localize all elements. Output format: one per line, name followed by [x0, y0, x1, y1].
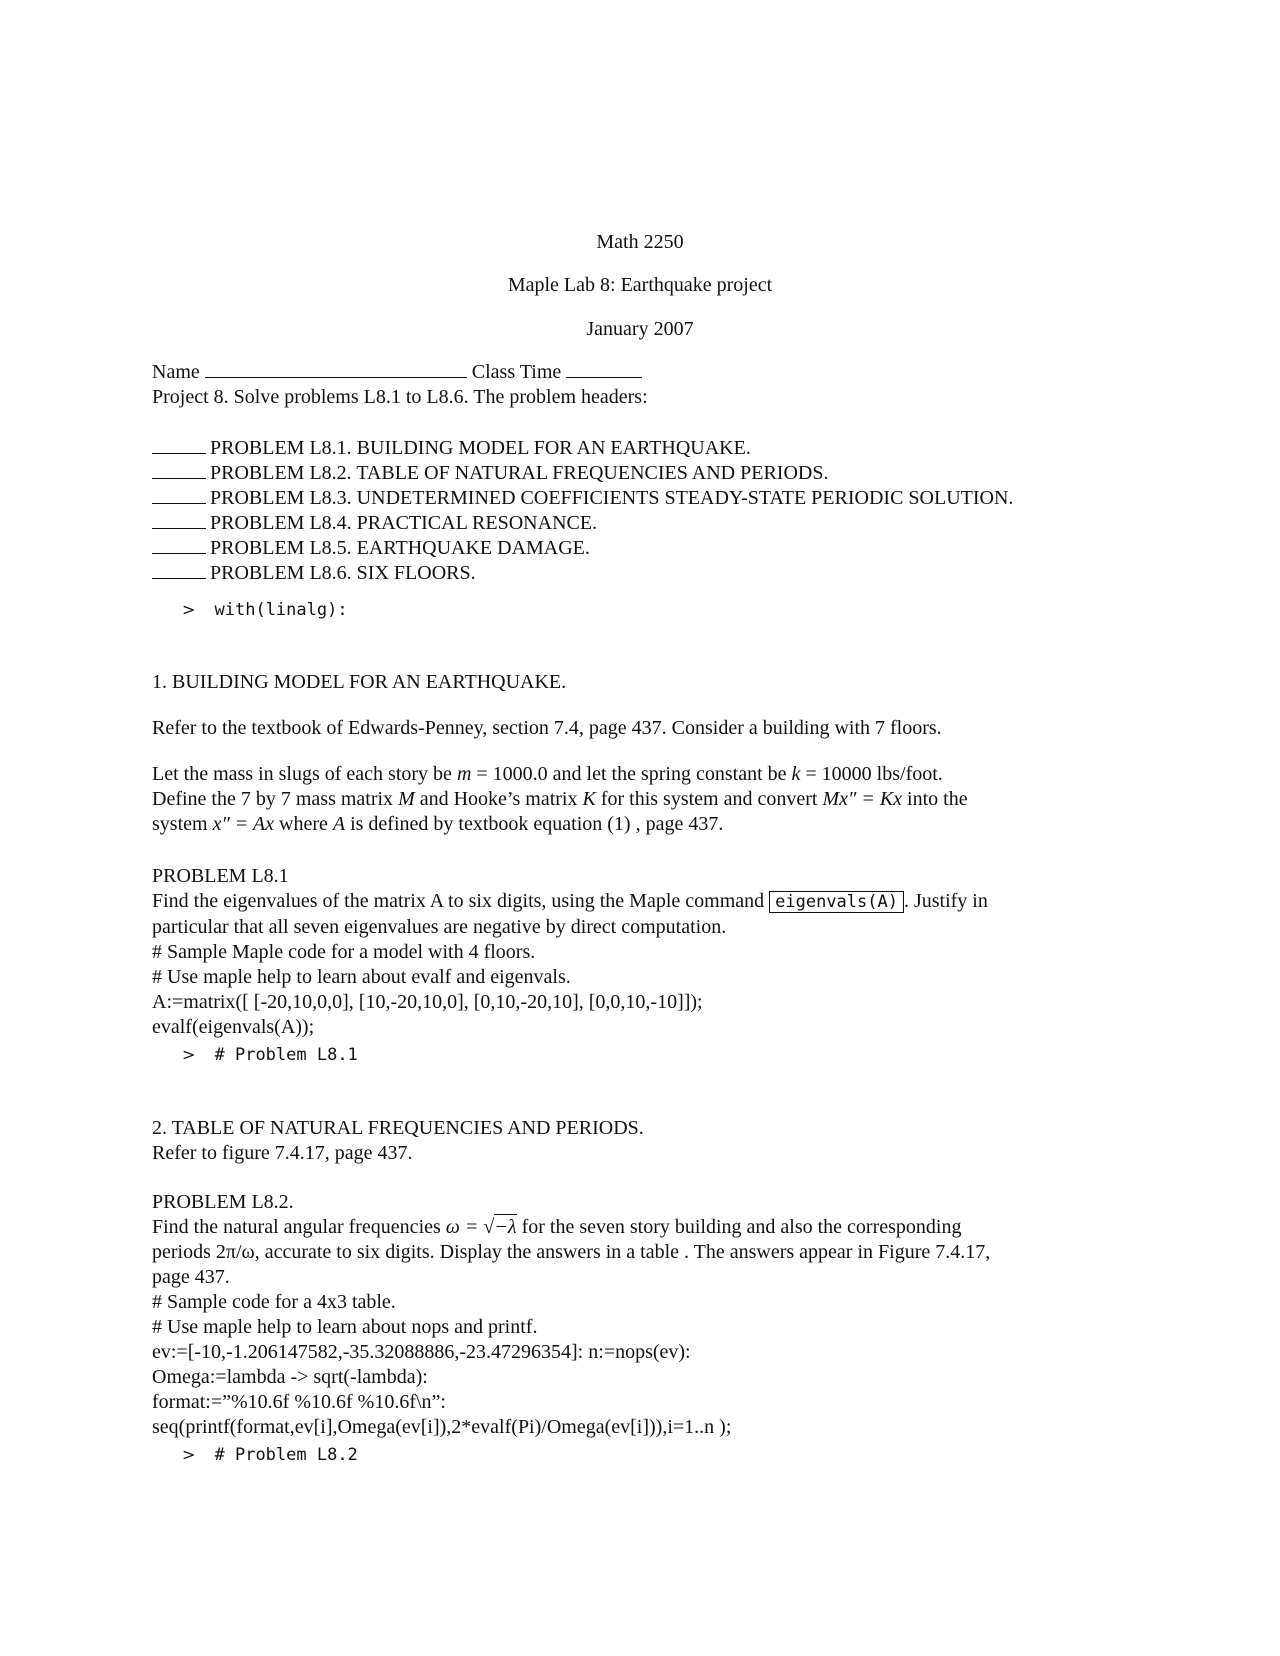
code-line: # Use maple help to learn about evalf and eigenvals. [152, 966, 571, 988]
class-time-label: Class Time [471, 361, 562, 383]
section-1-reference: Refer to the textbook of Edwards-Penney, section 7.4, page 437. Consider a building with 7 floors. [152, 717, 942, 739]
code-line: # Sample Maple code for a model with 4 floors. [152, 941, 536, 963]
sample-code-1 [152, 940, 703, 1040]
check-blank[interactable] [152, 511, 206, 529]
section-2-reference: Refer to figure 7.4.17, page 437. [152, 1142, 413, 1164]
prompt-symbol: > [182, 600, 196, 619]
maple-prompt-l8-1[interactable] [182, 1045, 358, 1065]
maple-prompt-with[interactable] [182, 600, 348, 620]
problem-header-item: PROBLEM L8.4. PRACTICAL RESONANCE. [152, 511, 1013, 536]
code-line: seq(printf(format,ev[i],Omega(ev[i]),2*evalf(Pi)/Omega(ev[i])),i=1..n ); [152, 1416, 732, 1438]
problem-l8-1-task-line-1: Find the eigenvalues of the matrix A to six digits, using the Maple command eigenvals(A) . Justify in [152, 890, 988, 912]
problem-header-item: PROBLEM L8.6. SIX FLOORS. [152, 561, 1013, 586]
code-line: # Sample code for a 4x3 table. [152, 1291, 396, 1313]
problem-l8-2-task-line-1: Find the natural angular frequencies ω = √−λ for the seven story building and also the corresponding [152, 1216, 962, 1238]
check-blank[interactable] [152, 436, 206, 454]
intro-text: Project 8. Solve problems L8.1 to L8.6. The problem headers: [152, 386, 648, 408]
name-label: Name [152, 361, 200, 383]
name-line [152, 360, 642, 385]
check-blank[interactable] [152, 536, 206, 554]
problem-l8-1-task-line-2: particular that all seven eigenvalues are negative by direct computation. [152, 916, 727, 938]
maple-prompt-l8-2[interactable] [182, 1445, 358, 1465]
problem-header-item: PROBLEM L8.5. EARTHQUAKE DAMAGE. [152, 536, 1013, 561]
check-blank[interactable] [152, 561, 206, 579]
sample-code-2 [152, 1290, 731, 1440]
check-blank[interactable] [152, 461, 206, 479]
problem-l8-2-label: PROBLEM L8.2. [152, 1191, 294, 1213]
problem-header-list [152, 436, 1013, 586]
check-blank[interactable] [152, 486, 206, 504]
prompt-symbol: > [182, 1045, 196, 1064]
section-1-para-line-1: Let the mass in slugs of each story be m = 1000.0 and let the spring constant be k = 10000 lbs/foot. [152, 763, 943, 785]
maple-command: # Problem L8.1 [214, 1045, 358, 1065]
lab-title: Maple Lab 8: Earthquake project [507, 274, 773, 296]
section-1-heading: 1. BUILDING MODEL FOR AN EARTHQUAKE. [152, 671, 567, 693]
code-line: evalf(eigenvals(A)); [152, 1016, 315, 1038]
sqrt-symbol: √ [483, 1216, 495, 1238]
problem-header-item: PROBLEM L8.2. TABLE OF NATURAL FREQUENCIES AND PERIODS. [152, 461, 1013, 486]
code-line: # Use maple help to learn about nops and printf. [152, 1316, 538, 1338]
maple-command: # Problem L8.2 [214, 1445, 358, 1465]
eigenvals-command-box: eigenvals(A) [769, 891, 904, 913]
class-time-blank[interactable] [566, 360, 642, 378]
section-1-para-line-3: system x″ = Ax where A is defined by textbook equation (1) , page 437. [152, 813, 724, 835]
code-line: ev:=[-10,-1.206147582,-35.32088886,-23.47296354]: n:=nops(ev): [152, 1341, 691, 1363]
section-2-heading: 2. TABLE OF NATURAL FREQUENCIES AND PERIODS. [152, 1117, 644, 1139]
problem-header-item: PROBLEM L8.1. BUILDING MODEL FOR AN EARTHQUAKE. [152, 436, 1013, 461]
code-line: A:=matrix([ [-20,10,0,0], [10,-20,10,0], [0,10,-20,10], [0,0,10,-10]]); [152, 991, 703, 1013]
name-blank[interactable] [205, 360, 467, 378]
prompt-symbol: > [182, 1445, 196, 1464]
code-line: format:=”%10.6f %10.6f %10.6f\n”: [152, 1391, 446, 1413]
problem-l8-2-task-line-3: page 437. [152, 1266, 230, 1288]
problem-l8-1-label: PROBLEM L8.1 [152, 865, 289, 887]
course-title: Math 2250 [596, 231, 684, 253]
date-line: January 2007 [586, 318, 694, 340]
problem-header-item: PROBLEM L8.3. UNDETERMINED COEFFICIENTS STEADY-STATE PERIODIC SOLUTION. [152, 486, 1013, 511]
problem-l8-2-task-line-2: periods 2π/ω, accurate to six digits. Display the answers in a table . The answers appear in Figure 7.4.17, [152, 1241, 991, 1263]
code-line: Omega:=lambda -> sqrt(-lambda): [152, 1366, 428, 1388]
section-1-para-line-2: Define the 7 by 7 mass matrix M and Hooke’s matrix K for this system and convert Mx″ = Kx into the [152, 788, 968, 810]
maple-command: with(linalg): [214, 600, 348, 620]
